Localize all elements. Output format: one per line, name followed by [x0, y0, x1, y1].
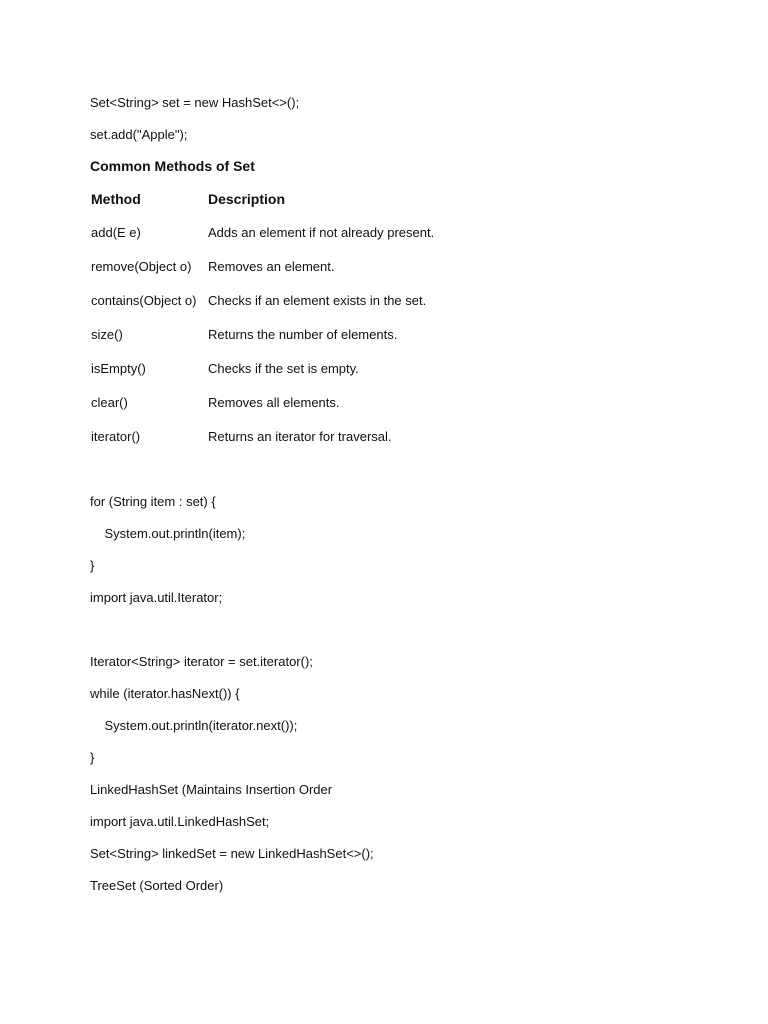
table-cell-description: Adds an element if not already present. [208, 225, 435, 240]
table-row [90, 358, 508, 392]
text-line-treeset: TreeSet (Sorted Order) [90, 878, 224, 893]
table-row [90, 392, 508, 426]
table-header-row [90, 188, 508, 222]
table-cell-description: Removes an element. [208, 259, 335, 274]
code-line-iterator-declaration: Iterator<String> iterator = set.iterator(); [90, 654, 313, 669]
table-cell-description: Returns an iterator for traversal. [208, 429, 392, 444]
table-cell-description: Checks if the set is empty. [208, 361, 359, 376]
table-row [90, 256, 508, 290]
table-header-description: Description [208, 191, 286, 207]
methods-table [90, 188, 508, 460]
code-line-for-loop: for (String item : set) { [90, 494, 216, 509]
table-row [90, 222, 508, 256]
code-line-while-loop: while (iterator.hasNext()) { [90, 686, 240, 701]
table-cell-method: size() [91, 327, 123, 342]
table-cell-method: contains(Object o) [91, 293, 197, 308]
code-line-linkedset-declaration: Set<String> linkedSet = new LinkedHashSet<>(); [90, 846, 374, 861]
code-line-close-brace: } [90, 558, 95, 573]
table-cell-method: add(E e) [91, 225, 141, 240]
table-cell-description: Removes all elements. [208, 395, 340, 410]
code-line-set-add: set.add("Apple"); [90, 127, 188, 142]
document-page [90, 0, 730, 1024]
table-header-method: Method [91, 191, 141, 207]
table-cell-description: Returns the number of elements. [208, 327, 398, 342]
code-line-println-item: System.out.println(item); [90, 526, 246, 541]
table-row [90, 426, 508, 460]
text-line-linkedhashset: LinkedHashSet (Maintains Insertion Order [90, 782, 333, 797]
code-line-println-next: System.out.println(iterator.next()); [90, 718, 298, 733]
table-cell-method: remove(Object o) [91, 259, 192, 274]
table-cell-method: clear() [91, 395, 128, 410]
code-line-hashset-declaration: Set<String> set = new HashSet<>(); [90, 95, 300, 110]
section-heading: Common Methods of Set [90, 158, 255, 174]
table-cell-description: Checks if an element exists in the set. [208, 293, 427, 308]
code-line-import-linkedhashset: import java.util.LinkedHashSet; [90, 814, 270, 829]
table-row [90, 324, 508, 358]
code-line-close-brace: } [90, 750, 95, 765]
table-cell-method: iterator() [91, 429, 141, 444]
code-line-import-iterator: import java.util.Iterator; [90, 590, 223, 605]
table-cell-method: isEmpty() [91, 361, 146, 376]
table-row [90, 290, 508, 324]
